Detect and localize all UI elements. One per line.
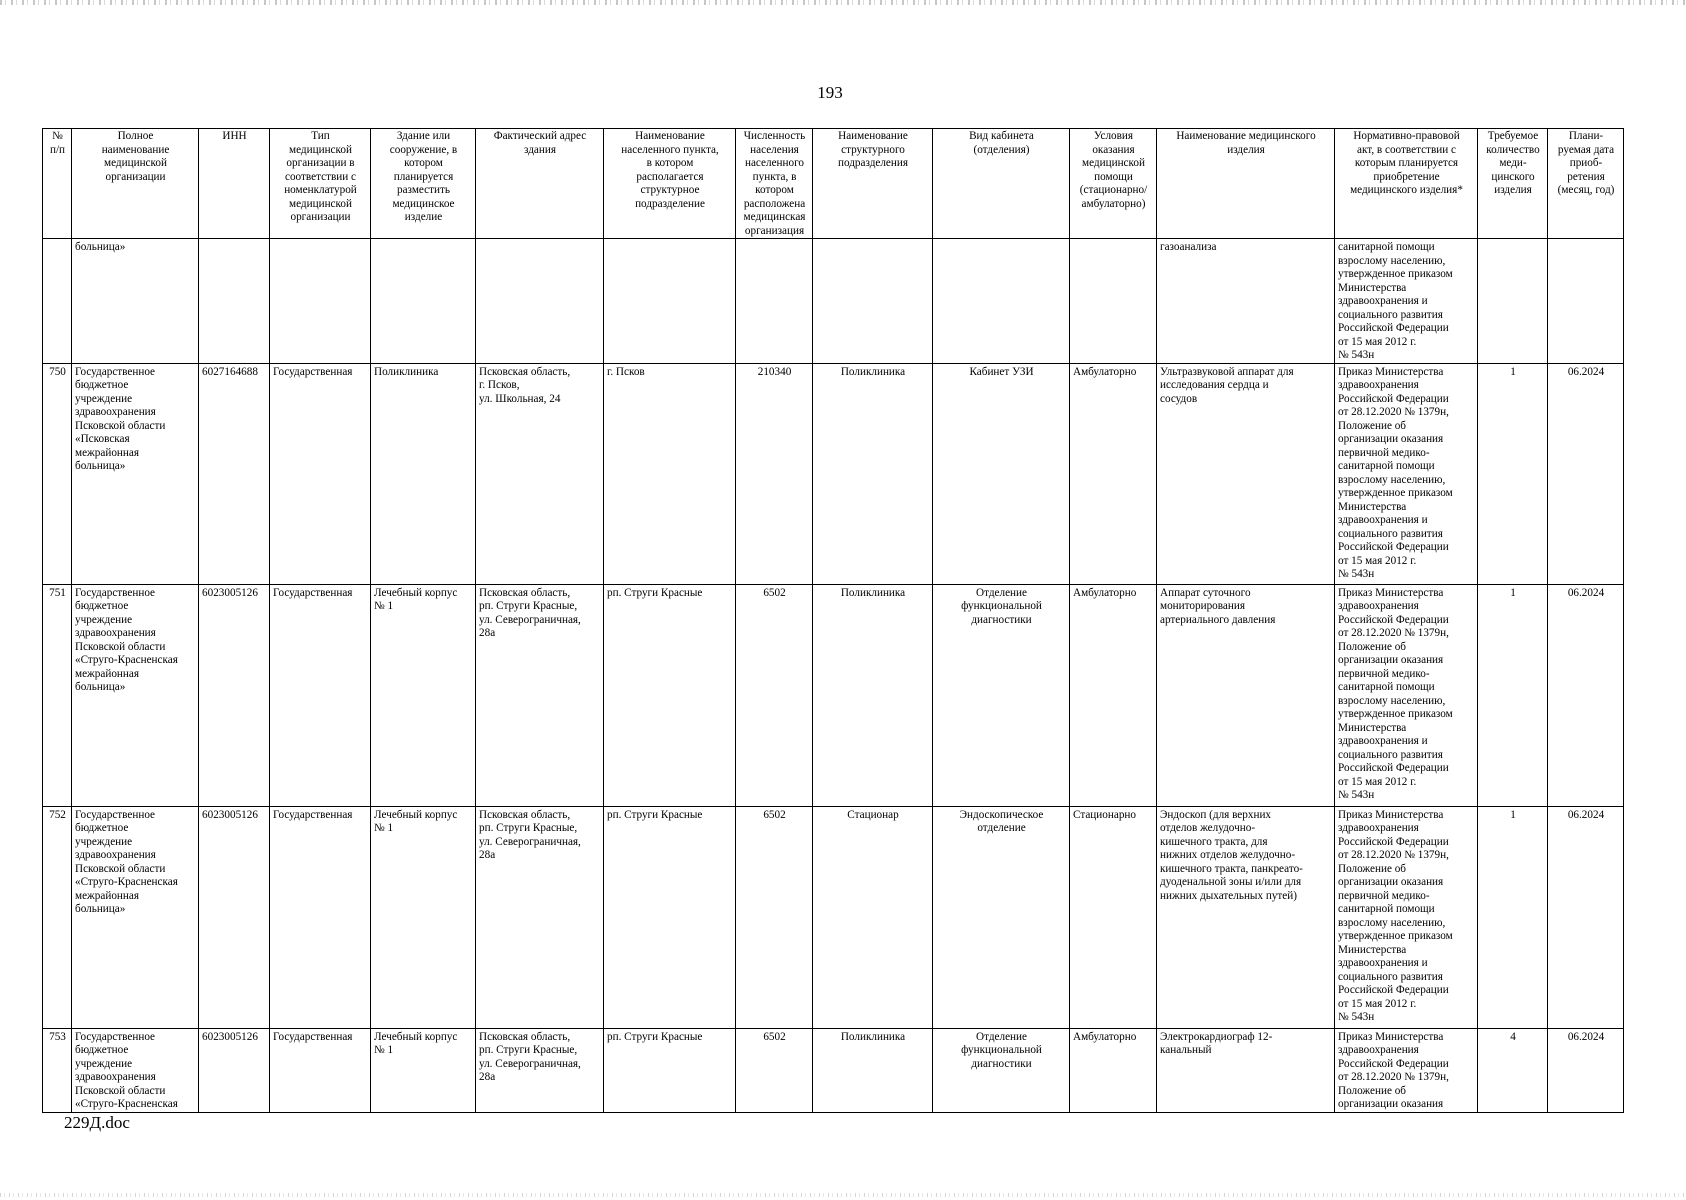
cell-org: Государственное бюджетное учреждение здравоохранения Псковской области «Псковская межрайонная больница»: [72, 363, 199, 584]
cell-type: Государственная: [270, 363, 371, 584]
cell-inn: 6027164688: [199, 363, 270, 584]
cell-conditions: Амбулаторно: [1070, 363, 1157, 584]
header-org: Полное наименование медицинской организации: [72, 129, 199, 239]
cell-cabinet: Отделение функциональной диагностики: [933, 1028, 1070, 1112]
cell-type: [270, 239, 371, 364]
header-conditions: Условия оказания медицинской помощи (стационарно/ амбулаторно): [1070, 129, 1157, 239]
cell-device: Эндоскоп (для верхних отделов желудочно- кишечного тракта, для нижних отделов желудочно- кишечного тракта, панкреато- дуоденальной зоны и/или для нижних дыхательных путей): [1157, 806, 1335, 1028]
cell-qty: [1478, 239, 1548, 364]
cell-building: Лечебный корпус № 1: [371, 806, 476, 1028]
cell-cabinet: Эндоскопическое отделение: [933, 806, 1070, 1028]
header-unit: Наименование структурного подразделения: [813, 129, 933, 239]
cell-unit: Поликлиника: [813, 363, 933, 584]
header-date: Плани- руемая дата приоб- ретения (месяц, год): [1548, 129, 1624, 239]
cell-address: Псковская область, г. Псков, ул. Школьная, 24: [476, 363, 604, 584]
cell-settlement: рп. Струги Красные: [604, 584, 736, 806]
scan-edge-bottom: [0, 1193, 1686, 1197]
cell-cabinet: [933, 239, 1070, 364]
cell-building: [371, 239, 476, 364]
cell-num: [43, 239, 72, 364]
cell-unit: Стационар: [813, 806, 933, 1028]
cell-unit: Поликлиника: [813, 1028, 933, 1112]
table-row: [43, 584, 1624, 806]
header-row: [43, 129, 1624, 239]
footer-filename: 229Д.doc: [64, 1113, 130, 1132]
cell-unit: [813, 239, 933, 364]
cell-date: [1548, 239, 1624, 364]
cell-device: Электрокардиограф 12- канальный: [1157, 1028, 1335, 1112]
cell-org: Государственное бюджетное учреждение здравоохранения Псковской области «Струго-Красненская: [72, 1028, 199, 1112]
cell-address: Псковская область, рп. Струги Красные, ул. Северограничная, 28а: [476, 806, 604, 1028]
cell-population: 210340: [736, 363, 813, 584]
cell-building: Лечебный корпус № 1: [371, 1028, 476, 1112]
equipment-table: [42, 128, 1624, 1113]
cell-num: 752: [43, 806, 72, 1028]
cell-conditions: Стационарно: [1070, 806, 1157, 1028]
header-cabinet: Вид кабинета (отделения): [933, 129, 1070, 239]
cell-num: 751: [43, 584, 72, 806]
cell-building: Лечебный корпус № 1: [371, 584, 476, 806]
cell-act: Приказ Министерства здравоохранения Российской Федерации от 28.12.2020 № 1379н, Положение об организации оказания первичной медико- санитарной помощи взрослому населению, утвержденное приказом Министерства здравоохранения и социального развития Российской Федерации от 15 мая 2012 г. № 543н: [1335, 363, 1478, 584]
page-number: 193: [817, 83, 843, 102]
cell-act: Приказ Министерства здравоохранения Российской Федерации от 28.12.2020 № 1379н, Положение об организации оказания первичной медико- санитарной помощи взрослому населению, утвержденное приказом Министерства здравоохранения и социального развития Российской Федерации от 15 мая 2012 г. № 543н: [1335, 584, 1478, 806]
cell-type: Государственная: [270, 806, 371, 1028]
cell-inn: [199, 239, 270, 364]
cell-settlement: г. Псков: [604, 363, 736, 584]
cell-num: 750: [43, 363, 72, 584]
header-type: Тип медицинской организации в соответствии с номенклатурой медицинской организации: [270, 129, 371, 239]
header-inn: ИНН: [199, 129, 270, 239]
cell-date: 06.2024: [1548, 584, 1624, 806]
cell-unit: Поликлиника: [813, 584, 933, 806]
cell-address: Псковская область, рп. Струги Красные, ул. Северограничная, 28а: [476, 1028, 604, 1112]
cell-cabinet: Отделение функциональной диагностики: [933, 584, 1070, 806]
cell-population: 6502: [736, 806, 813, 1028]
table-header: [43, 129, 1624, 239]
cell-inn: 6023005126: [199, 806, 270, 1028]
cell-qty: 4: [1478, 1028, 1548, 1112]
cell-type: Государственная: [270, 1028, 371, 1112]
cell-address: Псковская область, рп. Струги Красные, ул. Северограничная, 28а: [476, 584, 604, 806]
cell-num: 753: [43, 1028, 72, 1112]
cell-date: 06.2024: [1548, 1028, 1624, 1112]
cell-qty: 1: [1478, 363, 1548, 584]
table-row: [43, 363, 1624, 584]
cell-population: 6502: [736, 1028, 813, 1112]
cell-building: Поликлиника: [371, 363, 476, 584]
cell-date: 06.2024: [1548, 363, 1624, 584]
scan-edge-top: [0, 0, 1686, 5]
cell-date: 06.2024: [1548, 806, 1624, 1028]
cell-type: Государственная: [270, 584, 371, 806]
cell-qty: 1: [1478, 584, 1548, 806]
cell-act: санитарной помощи взрослому населению, утвержденное приказом Министерства здравоохранения и социального развития Российской Федерации от 15 мая 2012 г. № 543н: [1335, 239, 1478, 364]
cell-population: 6502: [736, 584, 813, 806]
header-qty: Требуемое количество меди- цинского изделия: [1478, 129, 1548, 239]
header-building: Здание или сооружение, в котором планируется разместить медицинское изделие: [371, 129, 476, 239]
header-num: № п/п: [43, 129, 72, 239]
header-settlement: Наименование населенного пункта, в котором располагается структурное подразделение: [604, 129, 736, 239]
cell-org: больница»: [72, 239, 199, 364]
cell-cabinet: Кабинет УЗИ: [933, 363, 1070, 584]
cell-act: Приказ Министерства здравоохранения Российской Федерации от 28.12.2020 № 1379н, Положение об организации оказания: [1335, 1028, 1478, 1112]
cell-settlement: [604, 239, 736, 364]
cell-inn: 6023005126: [199, 1028, 270, 1112]
table-row: [43, 239, 1624, 364]
cell-address: [476, 239, 604, 364]
header-device: Наименование медицинского изделия: [1157, 129, 1335, 239]
cell-conditions: [1070, 239, 1157, 364]
cell-inn: 6023005126: [199, 584, 270, 806]
cell-device: Ультразвуковой аппарат для исследования сердца и сосудов: [1157, 363, 1335, 584]
table-row: [43, 806, 1624, 1028]
cell-population: [736, 239, 813, 364]
cell-device: газоанализа: [1157, 239, 1335, 364]
cell-org: Государственное бюджетное учреждение здравоохранения Псковской области «Струго-Красненская межрайонная больница»: [72, 806, 199, 1028]
cell-conditions: Амбулаторно: [1070, 1028, 1157, 1112]
header-act: Нормативно-правовой акт, в соответствии с которым планируется приобретение медицинского изделия*: [1335, 129, 1478, 239]
cell-settlement: рп. Струги Красные: [604, 1028, 736, 1112]
table-row: [43, 1028, 1624, 1112]
header-population: Численность населения населенного пункта, в котором расположена медицинская организация: [736, 129, 813, 239]
cell-settlement: рп. Струги Красные: [604, 806, 736, 1028]
header-address: Фактический адрес здания: [476, 129, 604, 239]
table-body: [43, 239, 1624, 1113]
cell-qty: 1: [1478, 806, 1548, 1028]
cell-device: Аппарат суточного мониторирования артериального давления: [1157, 584, 1335, 806]
cell-act: Приказ Министерства здравоохранения Российской Федерации от 28.12.2020 № 1379н, Положение об организации оказания первичной медико- санитарной помощи взрослому населению, утвержденное приказом Министерства здравоохранения и социального развития Российской Федерации от 15 мая 2012 г. № 543н: [1335, 806, 1478, 1028]
cell-org: Государственное бюджетное учреждение здравоохранения Псковской области «Струго-Красненская межрайонная больница»: [72, 584, 199, 806]
cell-conditions: Амбулаторно: [1070, 584, 1157, 806]
